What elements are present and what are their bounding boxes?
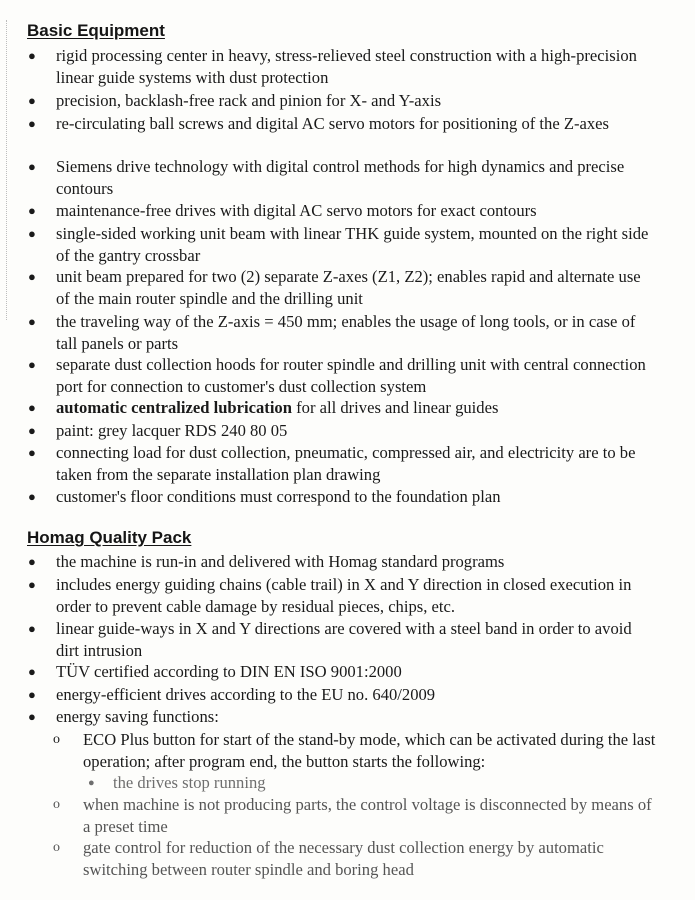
bullet-icon: ●: [28, 445, 36, 460]
circle-bullet-icon: o: [53, 797, 60, 812]
bullet-icon: ●: [28, 489, 36, 504]
circle-bullet-icon: o: [53, 732, 60, 747]
bullet-icon: ●: [28, 48, 36, 63]
bullet-icon: ●: [28, 664, 36, 679]
bullet-icon: ●: [28, 269, 36, 284]
bullet-icon: ●: [28, 687, 36, 702]
bullet-icon: ●: [28, 577, 36, 592]
quality-pack-heading: Homag Quality Pack: [27, 528, 192, 547]
lubrication-bold-text: automatic centralized lubrication: [56, 398, 292, 417]
bullet-icon: ●: [28, 93, 36, 108]
bullet-icon: ●: [28, 423, 36, 438]
bullet-icon: ●: [88, 777, 95, 789]
scan-artifact-line: [6, 20, 7, 320]
bullet-icon: ●: [28, 159, 36, 174]
bullet-icon: ●: [28, 554, 36, 569]
document-page: Basic Equipment ● rigid processing center in heavy, stress-relieved steel construction with a high-precision linear guide systems with dust protection ● precision, backlash-free rack and pinion for X- and Y-axis ● re-circulating ball screws and digital AC servo motors for positioning of the Z-axes ● Siemens drive technology with digital control methods for high dynamics and precise contours ● maintenance-free drives with digital AC servo motors for exact contours ● single-sided working unit beam with linear THK guide system, mounted on the right side of the gantry crossbar ● unit beam prepared for two (2) separate Z-axes (Z1, Z2); enables rapid and alternate use of the main router spindle and the drilling unit ● the traveling way of the Z-axis = 450 mm; enables the usage of long tools, or in case of tall panels or parts ● separate dust collection hoods for router spindle and drilling unit with central connection port for connection to customer's dust collection system ● automatic centralized lubrication for all drives and linear guides ● paint: grey lacquer RDS 240 80 05 ● connecting load for dust collection, pneumatic, compressed air, and electricity are to be taken from the separate installation plan drawing ● customer's floor conditions must correspond to the foundation plan Homag Quality Pack ● the machine is run-in and delivered with Homag standard programs ● includes energy guiding chains (cable trail) in X and Y direction in closed execution in order to prevent cable damage by residual pieces, chips, etc. ● linear guide-ways in X and Y directions are covered with a steel band in order to avoid dirt intrusion ● TÜV certified according to DIN EN ISO 9001:2000 ● energy-efficient drives according to the EU no. 640/2009 ● energy saving functions: o ECO Plus button for start of the stand-by mode, which can be activated during the last operation; after program end, the button starts the following: ● the drives stop running o when machine is not producing parts, the control voltage is disconnected by means of a preset time o gate control for reduction of the necessary dust collection energy by automatic switching between router spindle and boring head: [0, 0, 695, 900]
bullet-icon: ●: [28, 621, 36, 636]
bullet-icon: ●: [28, 314, 36, 329]
bullet-icon: ●: [28, 226, 36, 241]
bullet-icon: ●: [28, 400, 36, 415]
basic-equipment-heading: Basic Equipment: [27, 21, 165, 40]
bullet-icon: ●: [28, 116, 36, 131]
circle-bullet-icon: o: [53, 840, 60, 855]
lubrication-text: for all drives and linear guides: [291, 398, 499, 417]
bullet-icon: ●: [28, 357, 36, 372]
bullet-icon: ●: [28, 203, 36, 218]
bullet-icon: ●: [28, 709, 36, 724]
